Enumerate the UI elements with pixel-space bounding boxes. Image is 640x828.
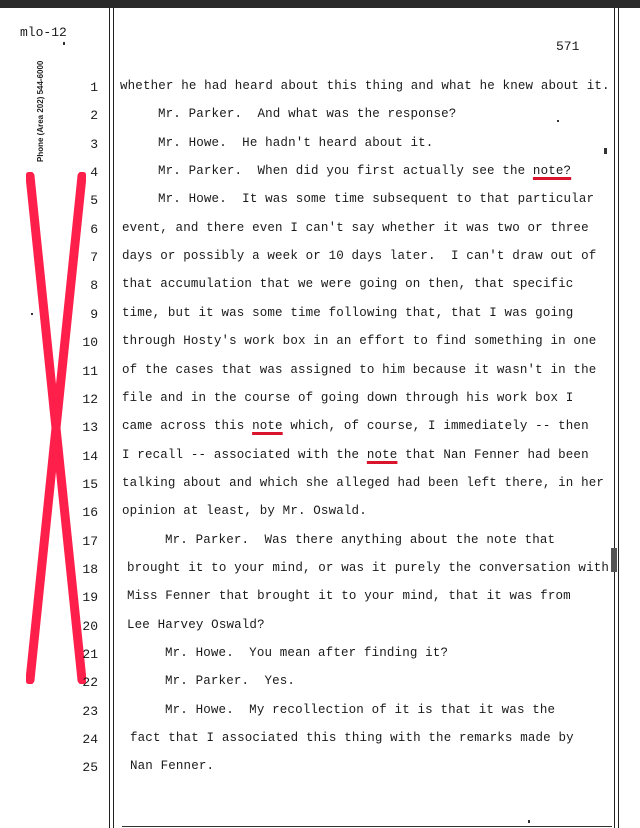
line-number: 10 [82, 335, 98, 351]
underlined-word: note [366, 447, 398, 462]
line-number: 13 [82, 420, 98, 436]
page-id: mlo-12 [20, 25, 67, 40]
transcript-line [122, 334, 596, 348]
transcript-line [122, 476, 604, 490]
transcript-line [122, 363, 596, 377]
transcript-line [127, 561, 609, 575]
line-number: 16 [82, 505, 98, 521]
transcript-line [122, 419, 589, 433]
line-text: that accumulation that we were going on then, that specific [122, 277, 574, 292]
line-text: talking about and which she alleged had been left there, in her [122, 475, 605, 490]
transcript-line [158, 192, 594, 206]
transcript-line [165, 533, 555, 547]
transcript-line [122, 391, 573, 405]
line-number: 6 [90, 221, 98, 237]
bottom-rule [122, 826, 612, 827]
line-text: of the cases that was assigned to him because it wasn't in the [122, 362, 597, 377]
transcript-line [158, 164, 571, 178]
line-text: Miss Fenner that brought it to your mind, that it was from [127, 589, 571, 604]
line-text: fact that I associated this thing with the remarks made by [130, 731, 574, 746]
line-text: Mr. Parker. When did you first actually see the [158, 164, 533, 179]
line-number: 23 [82, 703, 98, 719]
line-text: Mr. Howe. My recollection of it is that it was the [165, 702, 556, 717]
transcript-line [158, 107, 456, 121]
transcript-line [165, 703, 555, 717]
underlined-word: note? [532, 164, 572, 179]
line-number: 22 [82, 675, 98, 691]
line-text: I recall -- associated with the [122, 447, 367, 462]
left-margin-rule [113, 8, 114, 828]
phone-number-side-text: Phone (Area 202) 544-6000 [36, 60, 45, 162]
page-number: 571 [556, 39, 580, 54]
line-number: 8 [90, 278, 98, 294]
line-text: came across this [122, 419, 253, 434]
transcript-line [165, 646, 448, 660]
transcript-line [130, 731, 574, 745]
line-text: opinion at least, by Mr. Oswald. [122, 504, 367, 519]
line-number: 17 [82, 533, 98, 549]
page-top-edge [0, 0, 640, 8]
scan-speck [604, 148, 607, 154]
transcript-line [120, 79, 610, 93]
scan-speck [611, 548, 617, 572]
scan-speck [528, 820, 530, 823]
transcript-line [122, 249, 596, 263]
line-text: through Hosty's work box in an effort to find something in one [122, 334, 597, 349]
line-text: Nan Fenner. [130, 759, 215, 774]
line-number: 15 [82, 476, 98, 492]
line-number: 5 [90, 193, 98, 209]
transcript-line [122, 306, 573, 320]
line-number: 20 [82, 618, 98, 634]
transcript-line [165, 674, 295, 688]
line-text: Mr. Howe. You mean after finding it? [165, 646, 449, 660]
line-text: Mr. Howe. He hadn't heard about it. [158, 135, 434, 150]
transcript-line [127, 618, 265, 632]
line-text: that Nan Fenner had been [397, 447, 589, 462]
transcript-line [127, 589, 571, 603]
line-text: days or possibly a week or 10 days later. I can't draw out of [122, 249, 597, 264]
transcript-line [122, 448, 589, 462]
line-text: which, of course, I immediately -- then [282, 419, 589, 434]
transcript-line [122, 504, 367, 518]
transcript-line [130, 759, 214, 773]
scan-speck [31, 313, 33, 315]
underlined-word: note [252, 419, 283, 434]
line-text: Lee Harvey Oswald? [127, 617, 265, 632]
line-text: Mr. Parker. And what was the response? [158, 107, 457, 122]
line-number: 25 [82, 760, 98, 776]
line-number: 1 [90, 80, 98, 95]
scan-speck [557, 120, 559, 122]
line-text: time, but it was some time following that, that I was going [122, 305, 574, 320]
line-text: Mr. Parker. Was there anything about the note that [165, 532, 556, 547]
transcript-line [122, 221, 589, 235]
right-margin-rule [618, 8, 619, 828]
line-number: 4 [90, 165, 98, 181]
line-number: 12 [82, 391, 98, 407]
line-number: 9 [90, 306, 98, 322]
scan-speck [63, 42, 65, 45]
line-text: Mr. Parker. Yes. [165, 674, 296, 689]
line-number: 21 [82, 647, 98, 662]
left-margin-rule [109, 8, 110, 828]
transcript-line [122, 277, 573, 291]
line-text: Mr. Howe. It was some time subsequent to that particular [158, 192, 595, 207]
line-text: file and in the course of going down through his work box I [122, 390, 574, 405]
line-number: 24 [82, 732, 98, 748]
line-text: brought it to your mind, or was it purely the conversation with [127, 560, 610, 575]
line-number: 11 [82, 363, 98, 379]
line-number: 7 [90, 250, 98, 266]
transcript-line [158, 136, 433, 150]
line-number: 18 [82, 561, 98, 577]
line-text: event, and there even I can't say whether it was two or three [122, 220, 589, 235]
line-number: 14 [82, 448, 98, 464]
line-number: 19 [82, 590, 98, 606]
line-text: whether he had heard about this thing and what he knew about it. [120, 79, 610, 93]
line-number: 2 [90, 108, 98, 124]
line-number: 3 [90, 136, 98, 152]
right-margin-rule [614, 8, 615, 828]
